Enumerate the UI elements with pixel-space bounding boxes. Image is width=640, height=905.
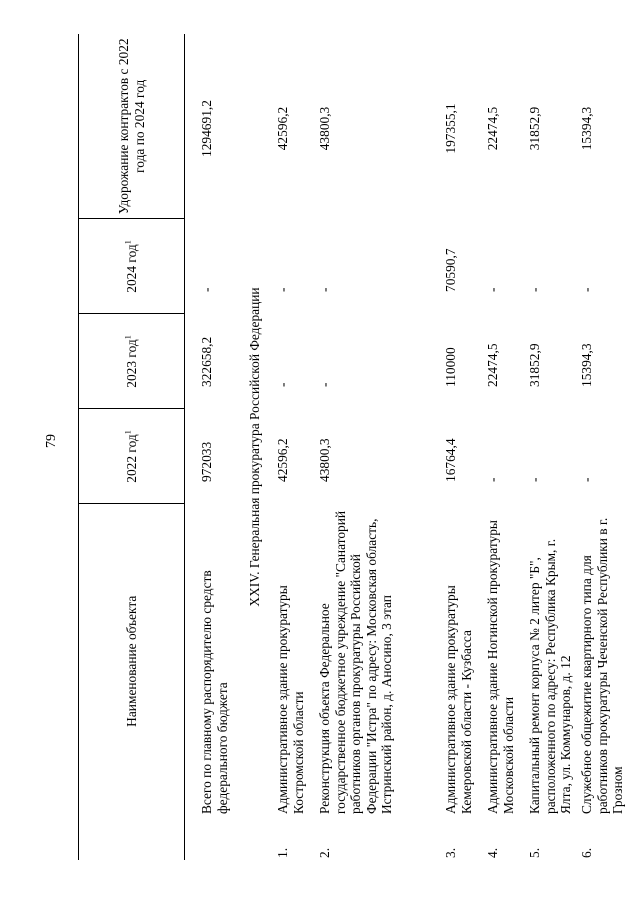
footnote-mark: 1	[123, 335, 133, 340]
row-number: 5.	[527, 847, 542, 858]
row-number: 4.	[485, 847, 500, 858]
footnote-mark: 1	[123, 240, 133, 245]
header-year-2023: 2023 год$^1$	[79, 314, 185, 409]
row-2024: 70590,7	[443, 248, 458, 292]
row-name: Капитальный ремонт корпуса № 2 литер "Б", расположенного по адресу: Республика Крым, г. Ялта, ул. Коммунаров, д. 12	[527, 538, 573, 814]
row-increase: 43800,3	[317, 106, 332, 151]
rotated-table-container	[78, 34, 633, 860]
row-2023: 22474,5	[485, 343, 500, 387]
row-number: 1.	[275, 847, 290, 858]
section-title: XXIV. Генеральная прокуратура Российской Федерации	[247, 287, 262, 607]
row-2023: -	[317, 382, 332, 387]
row-increase: 197355,1	[443, 103, 458, 154]
header-number	[79, 818, 185, 860]
total-row	[185, 34, 244, 860]
row-2022: -	[579, 477, 594, 482]
row-number: 3.	[443, 847, 458, 858]
row-name: Административное здание прокуратуры Кемеровской области - Кузбасса	[443, 585, 474, 814]
table-row	[483, 34, 525, 860]
total-2022: 972033	[199, 441, 214, 482]
header-year-2022: 2022 год$^1$	[79, 409, 185, 504]
row-2024: -	[275, 287, 290, 292]
table-row	[525, 34, 577, 860]
total-2023: 322658,2	[199, 336, 214, 387]
row-increase: 42596,2	[275, 106, 290, 151]
header-row	[79, 34, 185, 860]
row-name: Административное здание Ногинской прокуратуры Московской области	[485, 520, 516, 814]
row-2023: 31852,9	[527, 343, 542, 387]
row-increase: 15394,3	[579, 106, 594, 151]
row-increase: 31852,9	[527, 106, 542, 151]
row-2022: -	[485, 477, 500, 482]
row-number: 2.	[317, 847, 332, 858]
row-2024: -	[579, 287, 594, 292]
header-increase: Удорожание контрактов с 2022 года по 2024 год	[79, 34, 185, 219]
total-number	[185, 818, 244, 860]
row-2022: 16764,4	[443, 438, 458, 482]
header-name: Наименование объекта	[79, 504, 185, 818]
table-row	[577, 34, 629, 860]
budget-table	[78, 34, 629, 860]
footnote-mark: 1	[123, 430, 133, 435]
row-2023: -	[275, 382, 290, 387]
row-increase: 22474,5	[485, 106, 500, 151]
row-2024: -	[485, 287, 500, 292]
row-2024: -	[527, 287, 542, 292]
row-number: 6.	[579, 847, 594, 858]
total-name: Всего по главному распорядителю средств федерального бюджета	[199, 570, 230, 814]
table-row	[273, 34, 315, 860]
header-year-2024: 2024 год$^1$	[79, 219, 185, 314]
row-name: Реконструкция объекта Федеральное государственное бюджетное учреждение "Санаторий работников органов прокуратуры Российской Федерации "Истра" по адресу: Московская область, Истринский район, д. Аносино, 3 этап	[317, 510, 394, 814]
row-name: Административное здание прокуратуры Костромской области	[275, 585, 306, 814]
total-increase: 1294691,2	[199, 100, 214, 157]
page-number: 79	[44, 434, 59, 448]
row-2023: 110000	[443, 347, 458, 387]
table-row	[441, 34, 483, 860]
section-row	[243, 34, 273, 860]
table-row	[315, 34, 441, 860]
row-name: Служебное общежитие квартирного типа для работников прокуратуры Чеченской Республики в г. Грозном	[579, 517, 625, 814]
row-2024: -	[317, 287, 332, 292]
row-2022: 43800,3	[317, 438, 332, 482]
row-2023: 15394,3	[579, 343, 594, 387]
row-2022: -	[527, 477, 542, 482]
total-2024: -	[199, 287, 214, 292]
row-2022: 42596,2	[275, 438, 290, 482]
